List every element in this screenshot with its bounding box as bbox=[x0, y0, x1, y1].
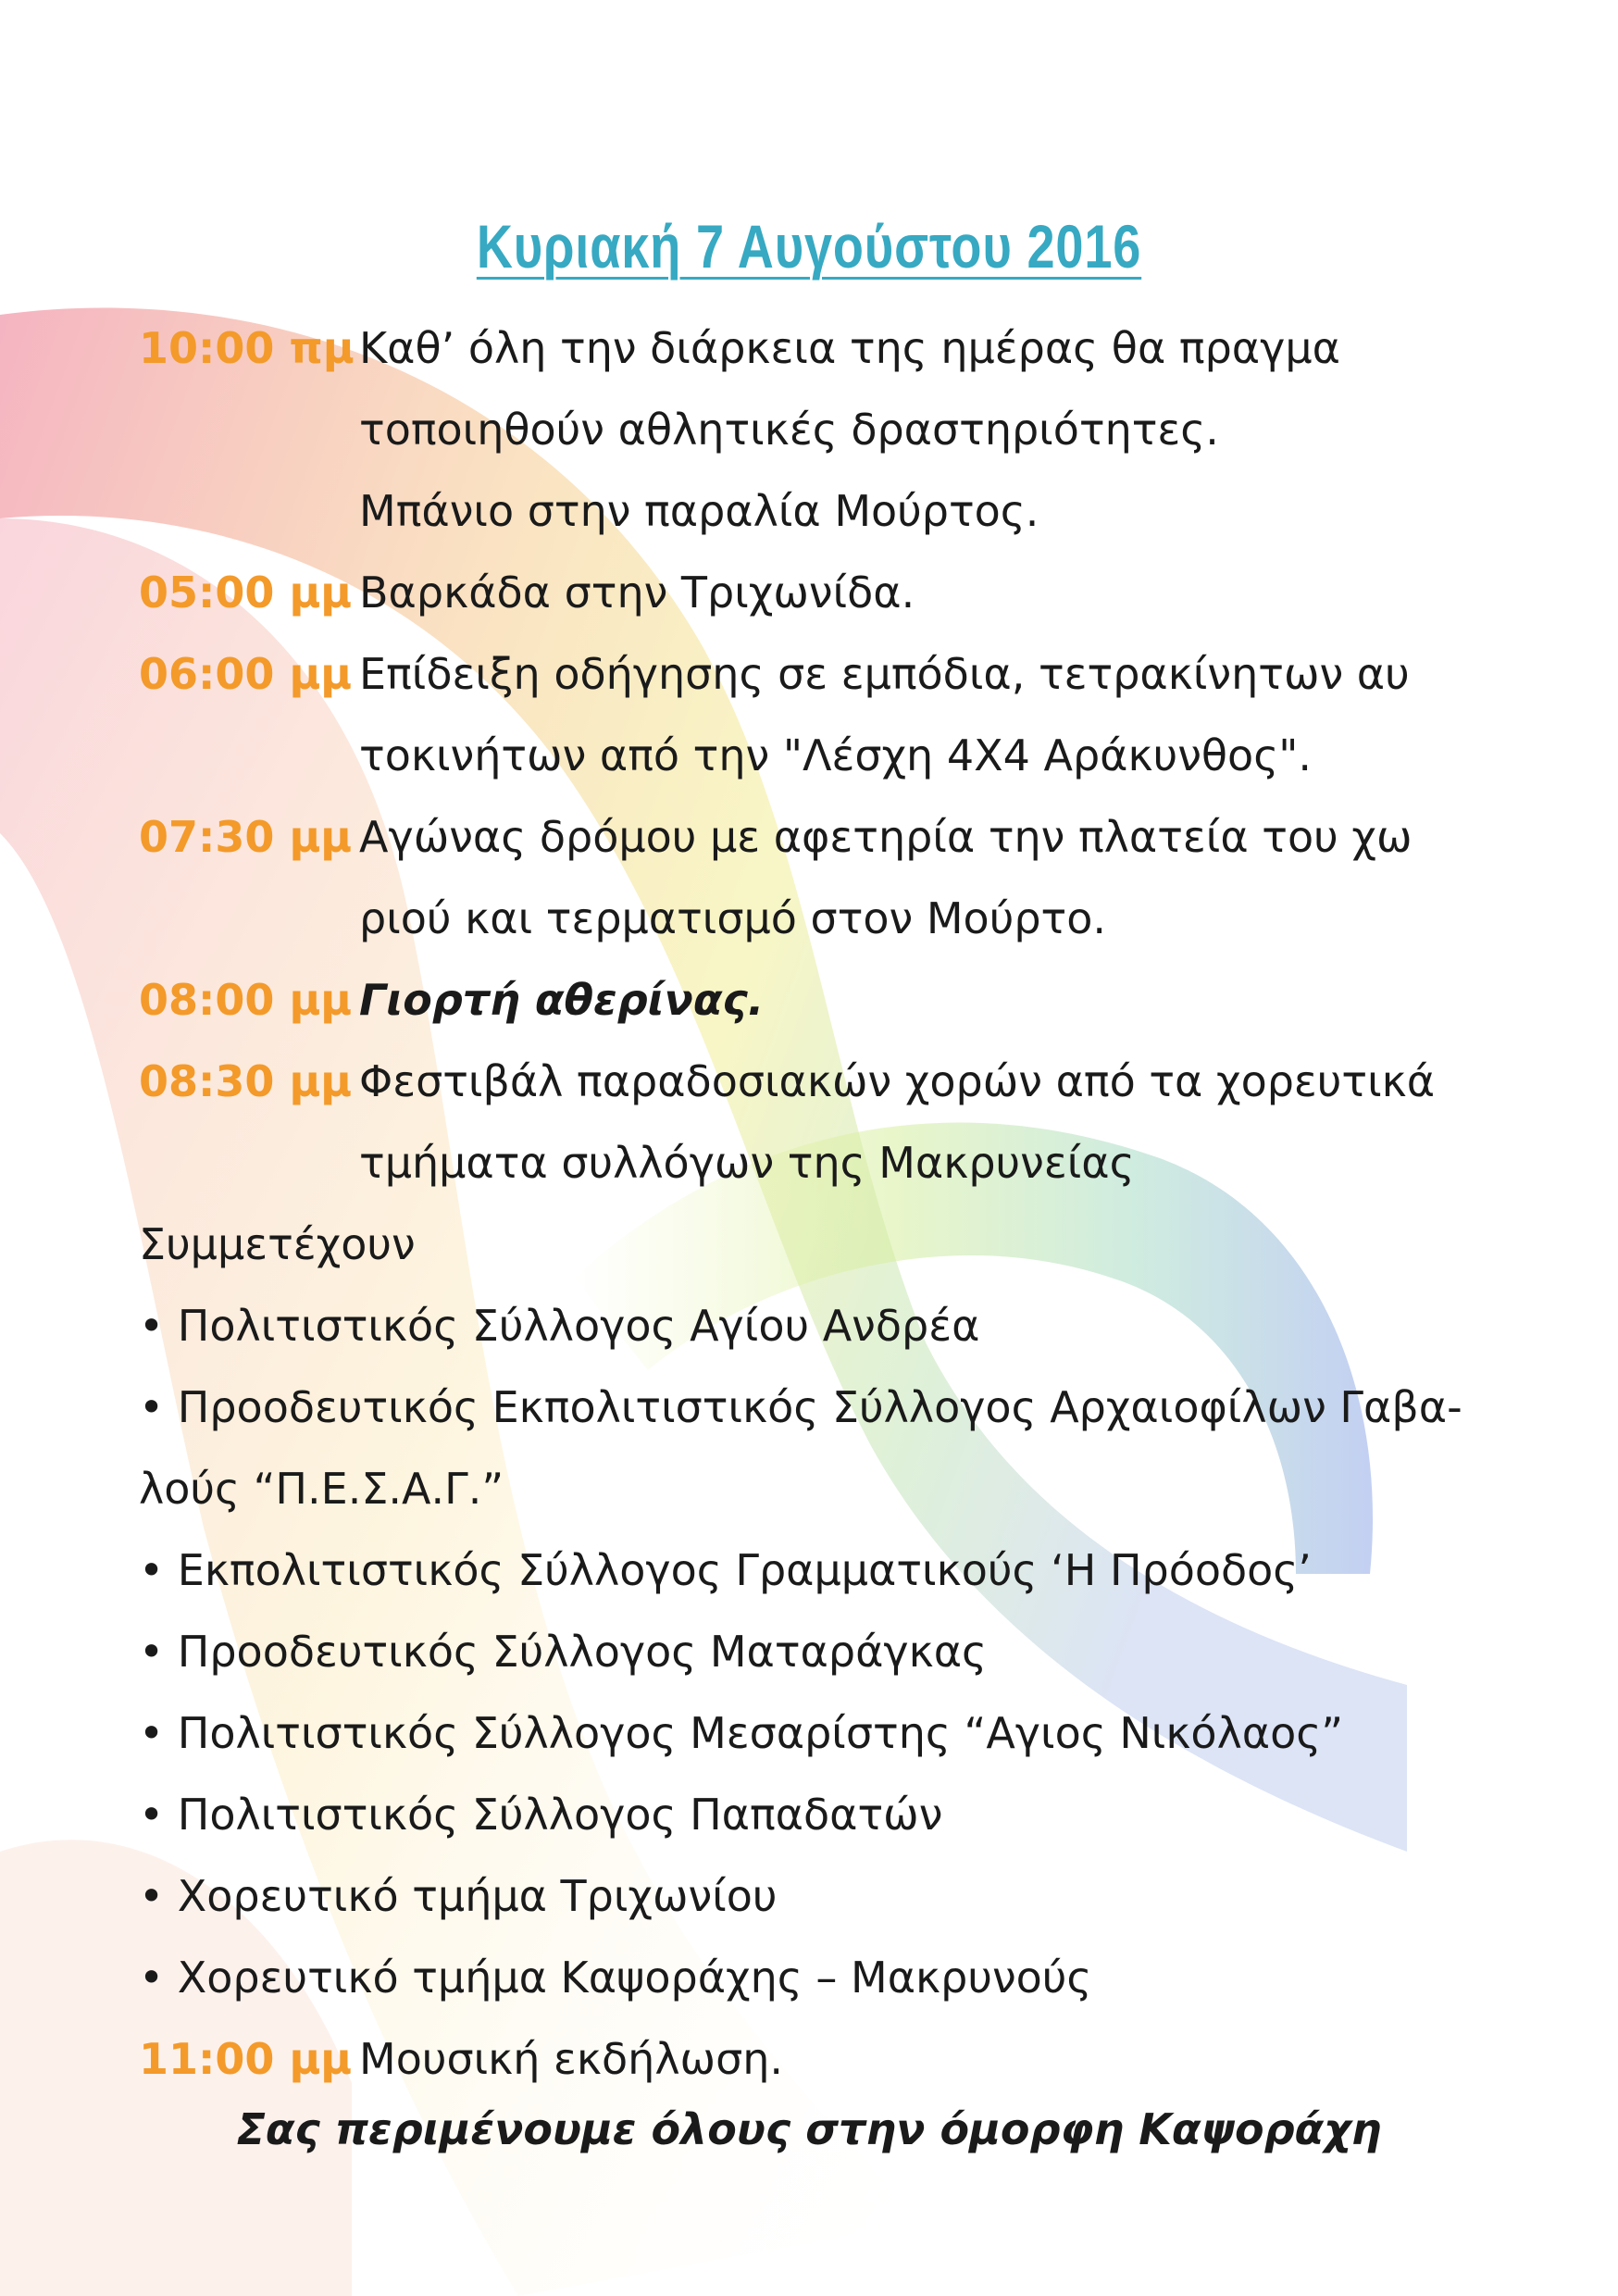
time-label: 07:30 μμ bbox=[139, 812, 353, 862]
participant-item: • Χορευτικό τμήμα Καψοράχης – Μακρυνούς bbox=[139, 1953, 1092, 2003]
participant-item: • Χορευτικό τμήμα Τριχωνίου bbox=[139, 1871, 778, 1921]
time-label: 06:00 μμ bbox=[139, 649, 353, 699]
participant-item: • Πολιτιστικός Σύλλογος Μεσαρίστης “Αγιος Νικόλαος” bbox=[139, 1708, 1344, 1758]
event-line: τοκινήτων από την "Λέσχη 4Χ4 Αράκυνθος". bbox=[359, 730, 1312, 780]
time-label: 11:00 μμ bbox=[139, 2034, 353, 2084]
participant-item: • Πολιτιστικός Σύλλογος Αγίου Ανδρέα bbox=[139, 1301, 980, 1351]
event-line: τοποιηθούν αθλητικές δραστηριότητες. bbox=[359, 405, 1219, 455]
event-line: ριού και τερματισμό στον Μούρτο. bbox=[359, 893, 1106, 943]
event-line: Αγώνας δρόμου με αφετηρία την πλατεία του χω bbox=[359, 812, 1413, 862]
time-label: 08:00 μμ bbox=[139, 975, 353, 1025]
participant-item: λούς “Π.Ε.Σ.Α.Γ.” bbox=[139, 1464, 504, 1514]
event-line: Μπάνιο στην παραλία Μούρτος. bbox=[359, 486, 1039, 536]
event-line: τμήματα συλλόγων της Μακρυνείας bbox=[359, 1138, 1135, 1188]
page-title: Κυριακή 7 Αυγούστου 2016 bbox=[476, 212, 1142, 281]
time-label: 08:30 μμ bbox=[139, 1056, 353, 1106]
event-line: Επίδειξη οδήγησης σε εμπόδια, τετρακίνητων αυ bbox=[359, 649, 1410, 699]
event-line: Γιορτή αθερίνας. bbox=[359, 975, 765, 1025]
event-line: Καθ’ όλη την διάρκεια της ημέρας θα πραγμα bbox=[359, 323, 1340, 373]
participant-item: • Προοδευτικός Εκπολιτιστικός Σύλλογος Αρχαιοφίλων Γαβα- bbox=[139, 1382, 1462, 1432]
participant-item: • Εκπολιτιστικός Σύλλογος Γραμματικούς ‘Η Πρόοδος’ bbox=[139, 1545, 1312, 1595]
participants-heading: Συμμετέχουν bbox=[139, 1219, 416, 1269]
participant-item: • Προοδευτικός Σύλλογος Ματαράγκας bbox=[139, 1627, 988, 1677]
event-line: Βαρκάδα στην Τριχωνίδα. bbox=[359, 568, 915, 618]
time-label: 10:00 πμ bbox=[139, 323, 355, 373]
participant-item: • Πολιτιστικός Σύλλογος Παπαδατών bbox=[139, 1790, 943, 1840]
time-label: 05:00 μμ bbox=[139, 568, 353, 618]
event-line: Φεστιβάλ παραδοσιακών χορών από τα χορευτικά bbox=[359, 1056, 1436, 1106]
event-line: Μουσική εκδήλωση. bbox=[359, 2034, 784, 2084]
closing-line: Σας περιμένουμε όλους στην όμορφη Καψοράχη bbox=[236, 2104, 1382, 2154]
